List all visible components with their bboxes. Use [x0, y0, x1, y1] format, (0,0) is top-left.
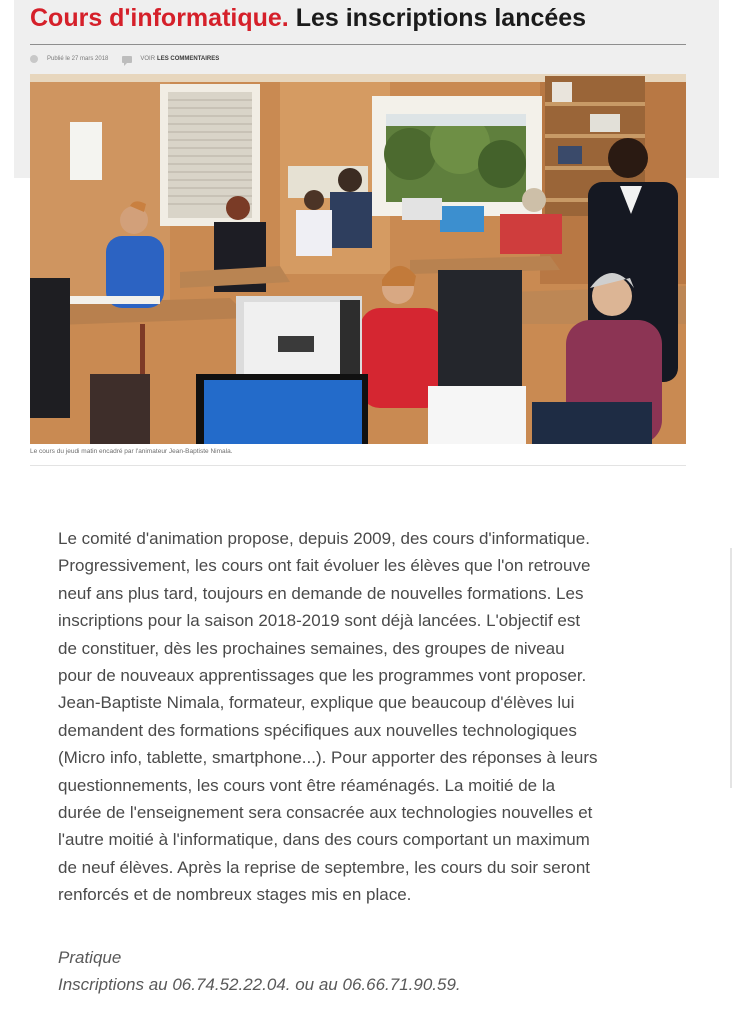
article-body	[58, 525, 698, 909]
article-headline	[30, 2, 700, 34]
body-line: neuf ans plus tard, toujours en demande de nouvelles formations. Les	[58, 583, 584, 603]
body-line: Progressivement, les cours ont fait évoluer les élèves que l'on retrouve	[58, 556, 591, 576]
photo-caption: Le cours du jeudi matin encadré par l'animateur Jean-Baptiste Nimala.	[30, 448, 233, 455]
article-meta	[30, 52, 219, 66]
body-line: durée de l'enseignement sera consacrée aux technologies nouvelles et	[58, 803, 593, 823]
comments-link[interactable]: LES COMMENTAIRES	[157, 56, 220, 62]
caption-divider	[30, 465, 686, 466]
body-line: de constituer, dès les prochaines semaines, des groupes de niveau	[58, 638, 565, 658]
practical-text: Inscriptions au 06.74.52.22.04. ou au 06.66.71.90.59.	[58, 975, 461, 995]
body-line: l'autre moitié à l'informatique, dans des cours comportant un maximum	[58, 830, 590, 850]
body-line: de neuf élèves. Après la reprise de septembre, les cours du soir seront	[58, 857, 591, 877]
body-line: (Micro info, tablette, smartphone...). Pour apporter des réponses à leurs	[58, 748, 598, 768]
body-line: renforcés et de nombreux stages mis en place.	[58, 885, 412, 905]
scrollbar[interactable]	[730, 548, 732, 788]
body-line: Jean-Baptiste Nimala, formateur, explique que beaucoup d'élèves lui	[58, 693, 575, 713]
practical-info	[58, 944, 461, 999]
clock-icon	[30, 55, 38, 63]
body-line: questionnements, les cours vont être réaménagés. La moitié de la	[58, 775, 556, 795]
body-line: pour de nouveaux apprentissages que les programmes vont proposer.	[58, 666, 587, 686]
headline-kicker: Cours d'informatique.	[30, 4, 289, 32]
headline-divider	[30, 44, 686, 45]
article-photo	[30, 74, 686, 444]
page-margin	[719, 0, 745, 1023]
headline-title: Les inscriptions lancées	[295, 4, 587, 32]
practical-heading: Pratique	[58, 948, 122, 967]
body-line: demandent des formations spécifiques aux nouvelles technologiques	[58, 720, 577, 740]
body-line: inscriptions pour la saison 2018-2019 sont déjà lancées. L'objectif est	[58, 611, 581, 631]
comment-icon[interactable]	[122, 56, 132, 63]
comments-prefix[interactable]: VOIR	[140, 56, 156, 62]
body-line: Le comité d'animation propose, depuis 2009, des cours d'informatique.	[58, 529, 590, 548]
publish-date: Publié le 27 mars 2018	[47, 56, 109, 62]
